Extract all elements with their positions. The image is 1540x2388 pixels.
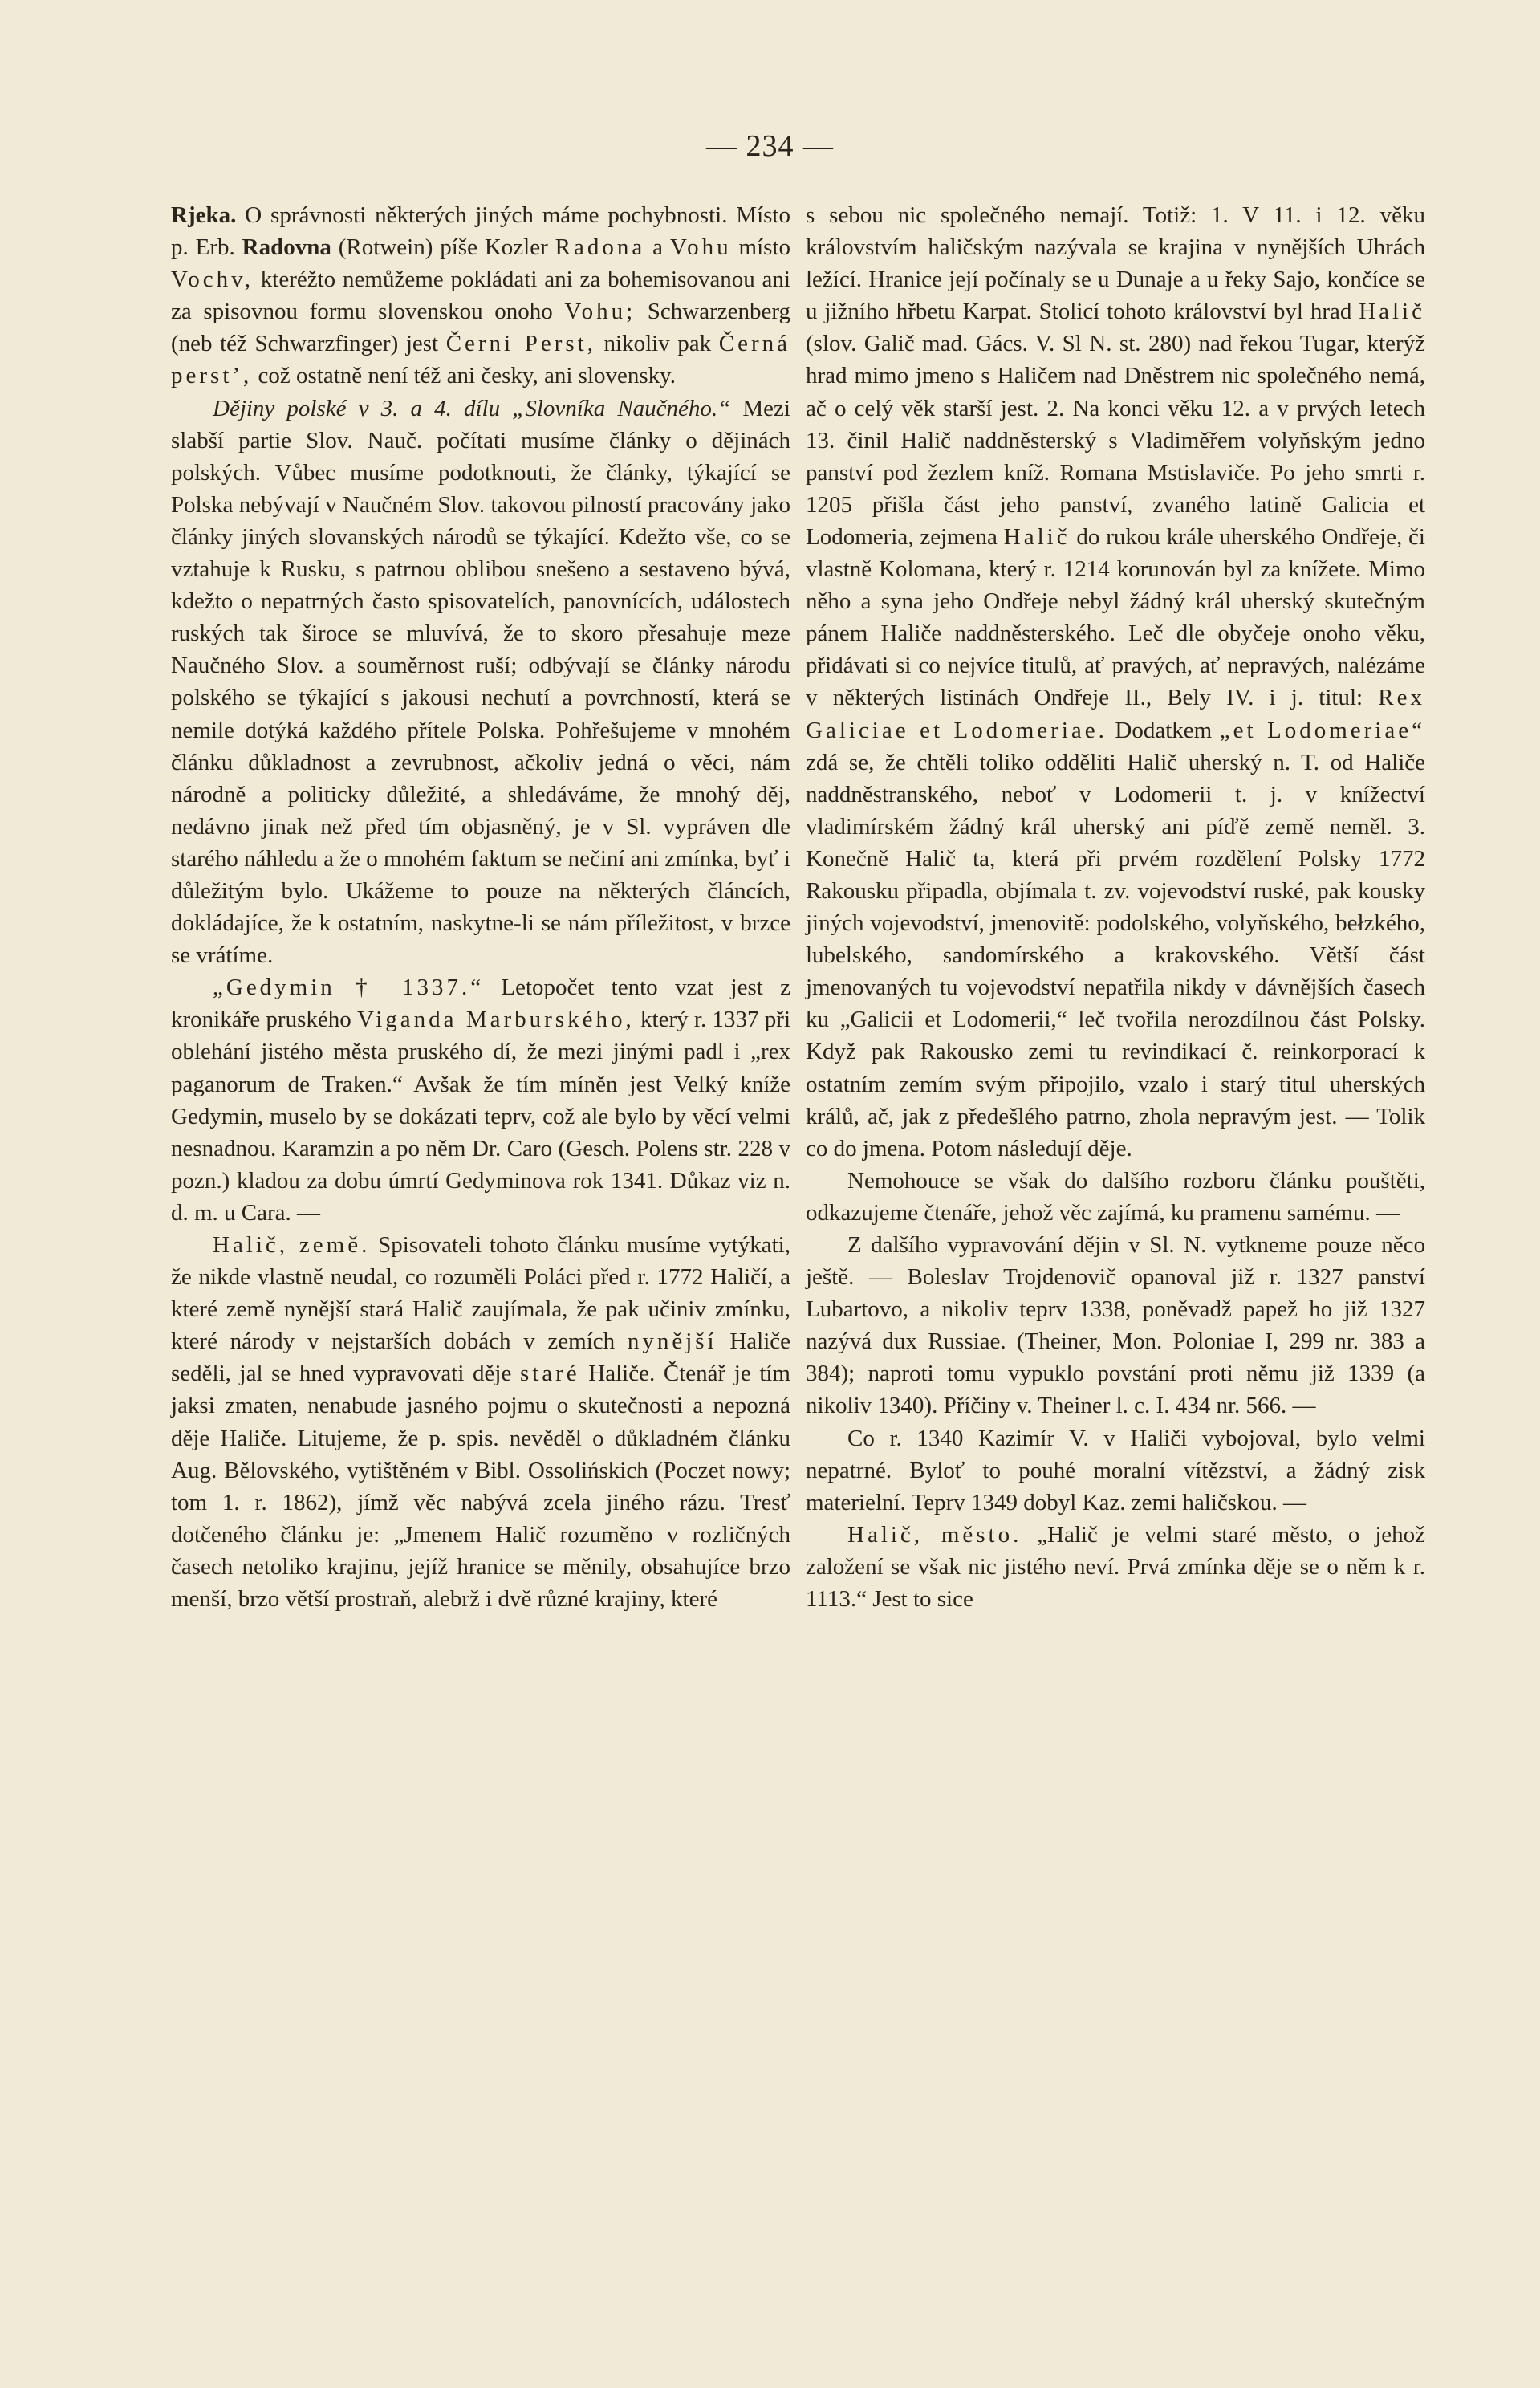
text-run: nikoliv pak <box>595 331 719 357</box>
text-run: Dějiny polské v 3. a 4. dílu „Slovníka Naučného.“ <box>213 395 731 421</box>
text-run: „et Lodomeriae“ <box>1219 717 1425 743</box>
text-run: nynější <box>627 1328 717 1355</box>
right-column <box>806 199 1425 1615</box>
paragraph-p2 <box>171 393 790 972</box>
text-run: Vohu <box>669 234 732 261</box>
text-run: Černá perst’, <box>171 331 790 389</box>
text-run: Spisovateli tohoto článku musíme vytýkati, že nikde vlastně neudal, co rozuměli Poláci před r. 1772 Haličí, a které země nynější stará Halič zaujímala, že pak učiniv zmínku, které národy v nejstarších dobách v zemích <box>171 1232 790 1355</box>
text-run: (Rotwein) píše Kozler <box>331 234 555 261</box>
paragraph-p6 <box>806 1165 1425 1229</box>
text-run: Halič <box>1003 523 1071 550</box>
text-run: místo <box>731 234 791 261</box>
text-run: Halič, země. <box>213 1232 371 1258</box>
paragraph-p3 <box>171 971 790 1229</box>
text-run: Mezi slabší partie Slov. Nauč. počítati musíme články o dějinách polských. Vůbec musíme podotknouti, že články, týkající se Polska nebývají v Naučném Slov. takovou pilností pracovány jako články jiných slovanských národů se týkající. Kdežto vše, co se vztahuje k Rusku, s patrnou oblibou snešeno a sestaveno bývá, kdežto o nepatrných často spisovatelích, panovnících, událostech ruských tak široce se mluvívá, že to skoro přesahuje meze Naučného Slov. a souměrnost ruší; odbývají se články národu polského se týkající s jakousi nechutí a povrchností, která se nemile dotýká každého přítele Polska. Pohřešujeme v mnohém článku důkladnost a zevrubnost, ačkoliv jedná o věci, nám národně a politicky důležité, a shledáváme, že mnohý děj, nedávno jinak než před tím objasněný, je v Sl. vypráven dle starého náhledu a že o mnohém faktum se nečiní ani zmínka, byť i důležitým bylo. Ukážeme to pouze na některých článcích, dokládajíce, že k ostatním, naskytne-li se nám příležitost, v brzce se vrátíme. <box>171 395 790 969</box>
text-run: Co r. 1340 Kazimír V. v Haliči vybojoval, bylo velmi nepatrné. Byloť to pouhé moralní vítězství, a žádný zisk materielní. Teprv 1349 dobyl Kaz. zemi haličskou. — <box>806 1425 1425 1515</box>
text-run: Nemohouce se však do dalšího rozboru článku pouštěti, odkazujeme čtenáře, jehož věc zajímá, ku pramenu samému. — <box>806 1167 1425 1226</box>
text-run: Vohu; <box>564 299 636 325</box>
text-run: Rex Galiciae et Lodomeriae. <box>806 685 1425 743</box>
text-run: „Gedymin † 1337.“ <box>213 974 485 1001</box>
text-run: staré <box>519 1361 580 1387</box>
text-run: Radovna <box>242 234 331 261</box>
paragraph-p9 <box>806 1519 1425 1615</box>
text-run: Schwarzenberg (neb též Schwarzfinger) jest <box>171 299 790 357</box>
text-run: (slov. Galič mad. Gács. V. Sl N. st. 280) nad řekou Tugar, kterýž hrad mimo jmeno s Haličem nad Dněstrem nic společného nemá, ač o celý věk starší jest. 2. Na konci věku 12. a v prvých letech 13. činil Halič naddněsterský s Vladiměřem volyňským jedno panství pod žezlem kníž. Romana Mstislaviče. Po jeho smrti r. 1205 přišla část jeho panství, zvaného latině Galicia et Lodomeria, zejmena <box>806 331 1425 550</box>
page-number: — 234 — <box>706 129 834 163</box>
paragraph-p1 <box>171 199 790 393</box>
text-run: což ostatně není též ani česky, ani slovensky. <box>252 363 677 389</box>
text-run: O správnosti některých jiných máme pochybnosti. Místo p. Erb. <box>171 202 790 261</box>
left-column <box>171 199 790 1615</box>
text-run: Černi Perst, <box>445 331 596 357</box>
text-run: Z dalšího vypravování dějin v Sl. N. vytkneme pouze něco ještě. — Boleslav Trojdenovič opanoval již r. 1327 panství Lubartovo, a nikoliv teprv 1338, poněvadž papež ho již 1327 nazývá dux Russiae. (Theiner, Mon. Poloniae I, 299 nr. 383 a 384); naproti tomu vypuklo povstání proti němu již 1339 (a nikoliv 1340). Příčiny v. Theiner l. c. I. 434 nr. 566. — <box>806 1232 1425 1419</box>
text-run: Rjeka. <box>171 202 246 228</box>
paragraph-p5 <box>806 199 1425 1165</box>
text-run: a <box>645 234 670 261</box>
text-run: Viganda Marburského, <box>357 1007 635 1033</box>
paragraph-p4 <box>171 1229 790 1615</box>
text-run: Letopočet tento vzat jest z kronikáře pruského <box>171 974 790 1033</box>
text-run: Halič, město. <box>847 1521 1022 1548</box>
text-run: Dodatkem <box>1107 717 1220 743</box>
text-run: zdá se, že chtěli toliko odděliti Halič uherský n. T. od Haliče naddněstranského, neboť v Lodomerii t. j. v knížectví vladimírském žádný král uherský ani píďě země neměl. 3. Konečně Halič ta, která při prvém rozdělení Polsky 1772 Rakousku připadla, objímala t. zv. vojevodství ruské, pak kousky jiných vojevodství, jmenovitě: podolského, volyňského, bełzkého, lubelského, sandomírského a krakovského. Větší část jmenovaných tu vojevodství nepatřila nikdy v dávnějších časech ku „Galicii et Lodomerii,“ leč tvořila nerozdílnou část Polsky. Když pak Rakousko zemi tu revindikací č. reinkorporací k ostatním zemím svým připojilo, vzalo i starý titul uherských králů, ač, jak z předešlého patrno, zhola nepravým jest. — Tolik co do jmena. Potom následují děje. <box>806 749 1425 1161</box>
text-run: Haliče. Čtenář je tím jaksi zmaten, nenabude jasného pojmu o skutečnosti a nepozná děje Haliče. Litujeme, že p. spis. nevěděl o důkladném článku Aug. Bělovského, vytištěném v Bibl. Ossolińskich (Poczet nowy; tom 1. r. 1862), jímž věc nabývá zcela jiného rázu. Tresť dotčeného článku je: „Jmenem Halič rozuměno v rozličných časech netoliko krajinu, jejíž hranice se měnily, obsahujíce brzo menší, brzo větší prostraň, alebrž i dvě různé krajiny, které <box>171 1361 790 1613</box>
paragraph-p8 <box>806 1422 1425 1519</box>
text-run: který r. 1337 při oblehání jistého města pruského dí, že mezi jinými padl i „rex paganorum de Traken.“ Avšak že tím míněn jest Velký kníže Gedymin, muselo by se dokázati teprv, což ale bylo by věcí velmi nesnadnou. Karamzin a po něm Dr. Caro (Gesch. Polens str. 228 v pozn.) kladou za dobu úmrtí Gedyminova rok 1341. Důkaz viz n. d. m. u Cara. — <box>171 1007 791 1226</box>
text-run: s sebou nic společného nemají. Totiž: 1. V 11. i 12. věku královstvím haličským nazývala se krajina v nynějších Uhrách ležící. Hranice její počínaly se u Dunaje a u řeky Sajo, končíce se u jižního hřbetu Karpat. Stolicí tohoto království byl hrad <box>806 202 1425 325</box>
text-run: „Halič je velmi staré město, o jehož založení se však nic jistého neví. Prvá zmínka děje se o něm k r. 1113.“ Jest to sice <box>806 1521 1425 1613</box>
text-run: do rukou krále uherského Ondřeje, či vlastně Kolomana, který r. 1214 korunován byl za knížete. Mimo něho a syna jeho Ondřeje nebyl žádný král uherský skutečným pánem Haliče naddněsterského. Leč dle obyčeje onoho věku, přidávati si co nejvíce titulů, ať pravých, ať nepravých, nalézáme v některých listinách Ondřeje II., Bely IV. i j. titul: <box>806 523 1425 711</box>
text-run: kteréžto nemůžeme pokládati ani za bohemisovanou ani za spisovnou formu slovenskou onoho <box>171 266 790 325</box>
text-run: Radona <box>555 234 646 261</box>
text-run: Haliče seděli, jal se hned vypravovati děje <box>171 1328 790 1387</box>
paragraph-p7 <box>806 1229 1425 1422</box>
text-run: Vochv, <box>171 266 254 293</box>
text-run: Halič <box>1359 299 1425 325</box>
